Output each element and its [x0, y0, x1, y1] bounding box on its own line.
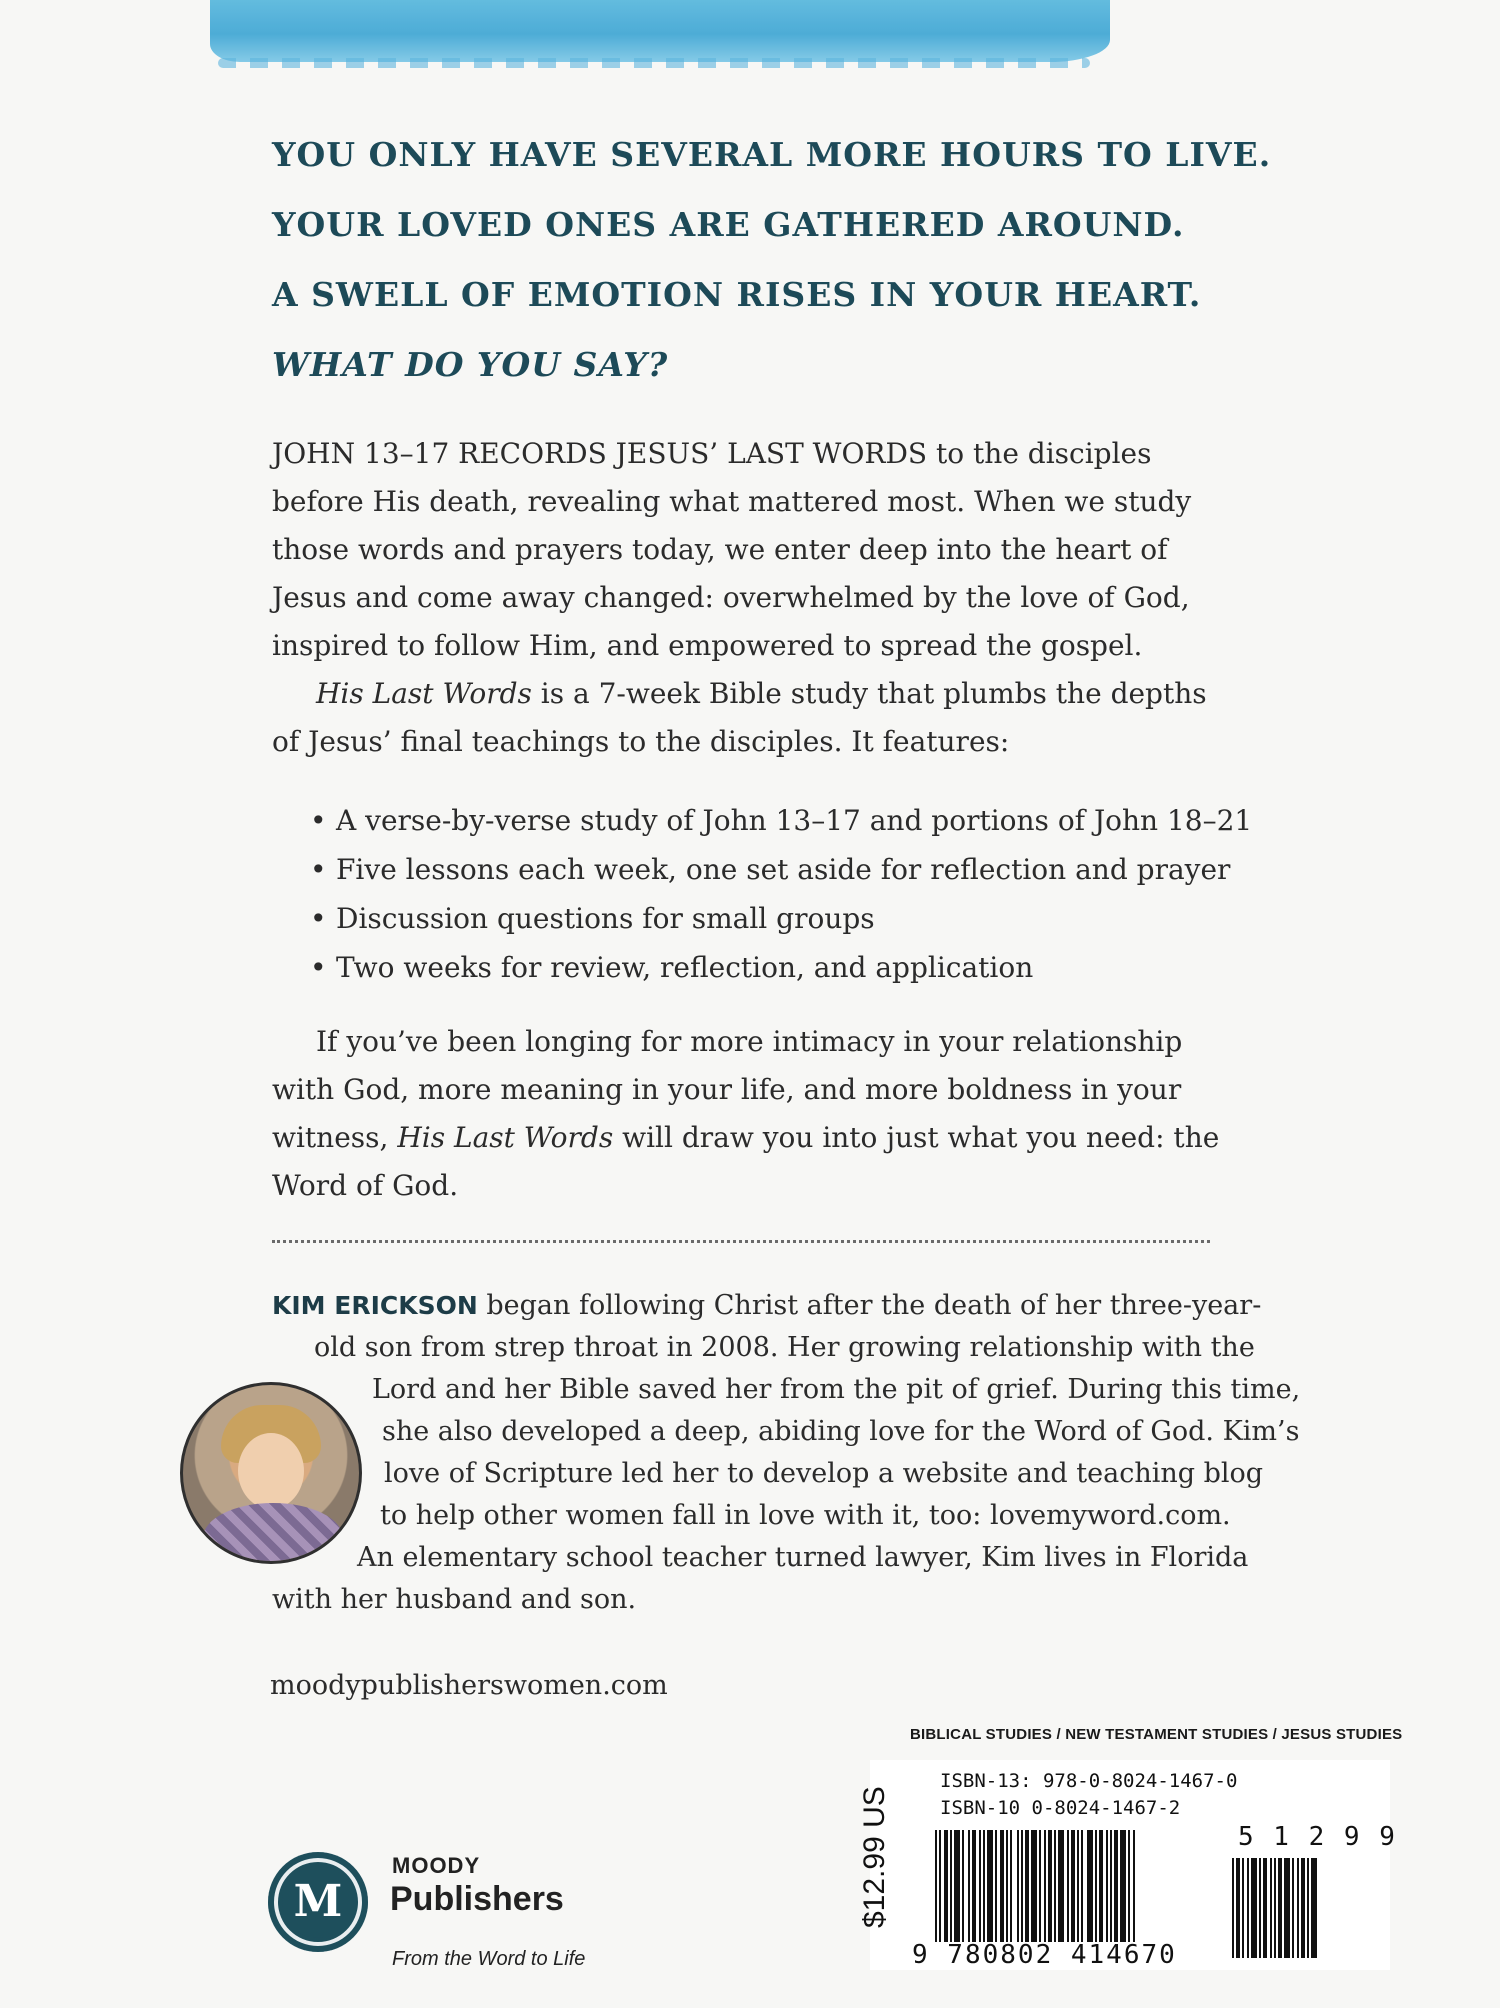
blue-paint-stroke: [210, 0, 1110, 62]
features-paragraph: [272, 670, 1222, 766]
barcode-bars: [935, 1830, 1135, 1942]
headline-line-3: A SWELL OF EMOTION RISES IN YOUR HEART.: [272, 275, 1202, 314]
isbn-10: ISBN-10 0-8024-1467-2: [940, 1797, 1181, 1819]
headline-question: WHAT DO YOU SAY?: [272, 345, 669, 384]
barcode-bar: [1311, 1858, 1317, 1958]
dotted-divider: [272, 1240, 1210, 1243]
publisher-tagline: From the Word to Life: [392, 1948, 586, 1970]
book-title: His Last Words: [316, 677, 532, 710]
addon-digits: 5 1 2 9 9: [1238, 1822, 1397, 1852]
addon-bars: [1232, 1858, 1317, 1958]
list-item: • Two weeks for review, reflection, and application: [310, 951, 1034, 984]
author-bio: KIM ERICKSON began following Christ after the death of her three-year- old son from strep throat in 2008. Her growing relationship with the Lord and her Bible saved her from the pit of grief. During this time, she also developed a deep, abiding love for the Word of God. Kim’s love of Scripture led her to develop a website and teaching blog to help other women fall in love with it, too: lovemyword.com. An elementary school teacher turned lawyer, Kim lives in Florida with her husband and son.: [272, 1290, 1301, 1615]
publisher-name: Publishers: [390, 1880, 564, 1918]
list-item: • A verse-by-verse study of John 13–17 and portions of John 18–21: [310, 804, 1253, 837]
feature-list: [310, 796, 1260, 992]
moody-logo-icon: M: [268, 1852, 368, 1952]
intro-paragraph: [272, 430, 1222, 670]
price: $12.99 US: [858, 1786, 891, 1928]
publisher-name-top: MOODY: [392, 1853, 481, 1878]
author-name: KIM ERICKSON: [272, 1291, 478, 1320]
list-item: • Discussion questions for small groups: [310, 902, 875, 935]
headline: [272, 125, 1272, 405]
category-label: BIBLICAL STUDIES / NEW TESTAMENT STUDIES / JESUS STUDIES: [910, 1726, 1403, 1743]
headline-line-1: YOU ONLY HAVE SEVERAL MORE HOURS TO LIVE.: [272, 135, 1272, 174]
barcode-bar: [1133, 1830, 1135, 1942]
book-title: His Last Words: [397, 1121, 614, 1154]
headline-line-2: YOUR LOVED ONES ARE GATHERED AROUND.: [272, 205, 1185, 244]
intro-lead: JOHN 13–17 RECORDS JESUS’ LAST WORDS: [272, 437, 928, 470]
features-rest: is a 7-week Bible study that plumbs the depths of Jesus’ final teachings to the disciples. It features:: [272, 677, 1207, 758]
intro-rest: to the disciples before His death, revealing what mattered most. When we study those words and prayers today, we enter deep into the heart of Jesus and come away changed: overwhelmed by the love of God, inspired to follow Him, and empowered to spread the gospel.: [272, 437, 1192, 662]
publisher-website[interactable]: moodypublisherswomen.com: [270, 1670, 668, 1701]
closing-paragraph: If you’ve been longing for more intimacy in your relationship with God, more meaning in your life, and more boldness in your witness, His Last Words will draw you into just what you need: the Word of God.: [272, 1025, 1220, 1202]
author-photo: [180, 1382, 362, 1564]
barcode-digits: 9 780802 414670: [912, 1940, 1177, 1970]
isbn-13: ISBN-13: 978-0-8024-1467-0: [940, 1770, 1238, 1792]
list-item: • Five lessons each week, one set aside for reflection and prayer: [310, 853, 1231, 886]
